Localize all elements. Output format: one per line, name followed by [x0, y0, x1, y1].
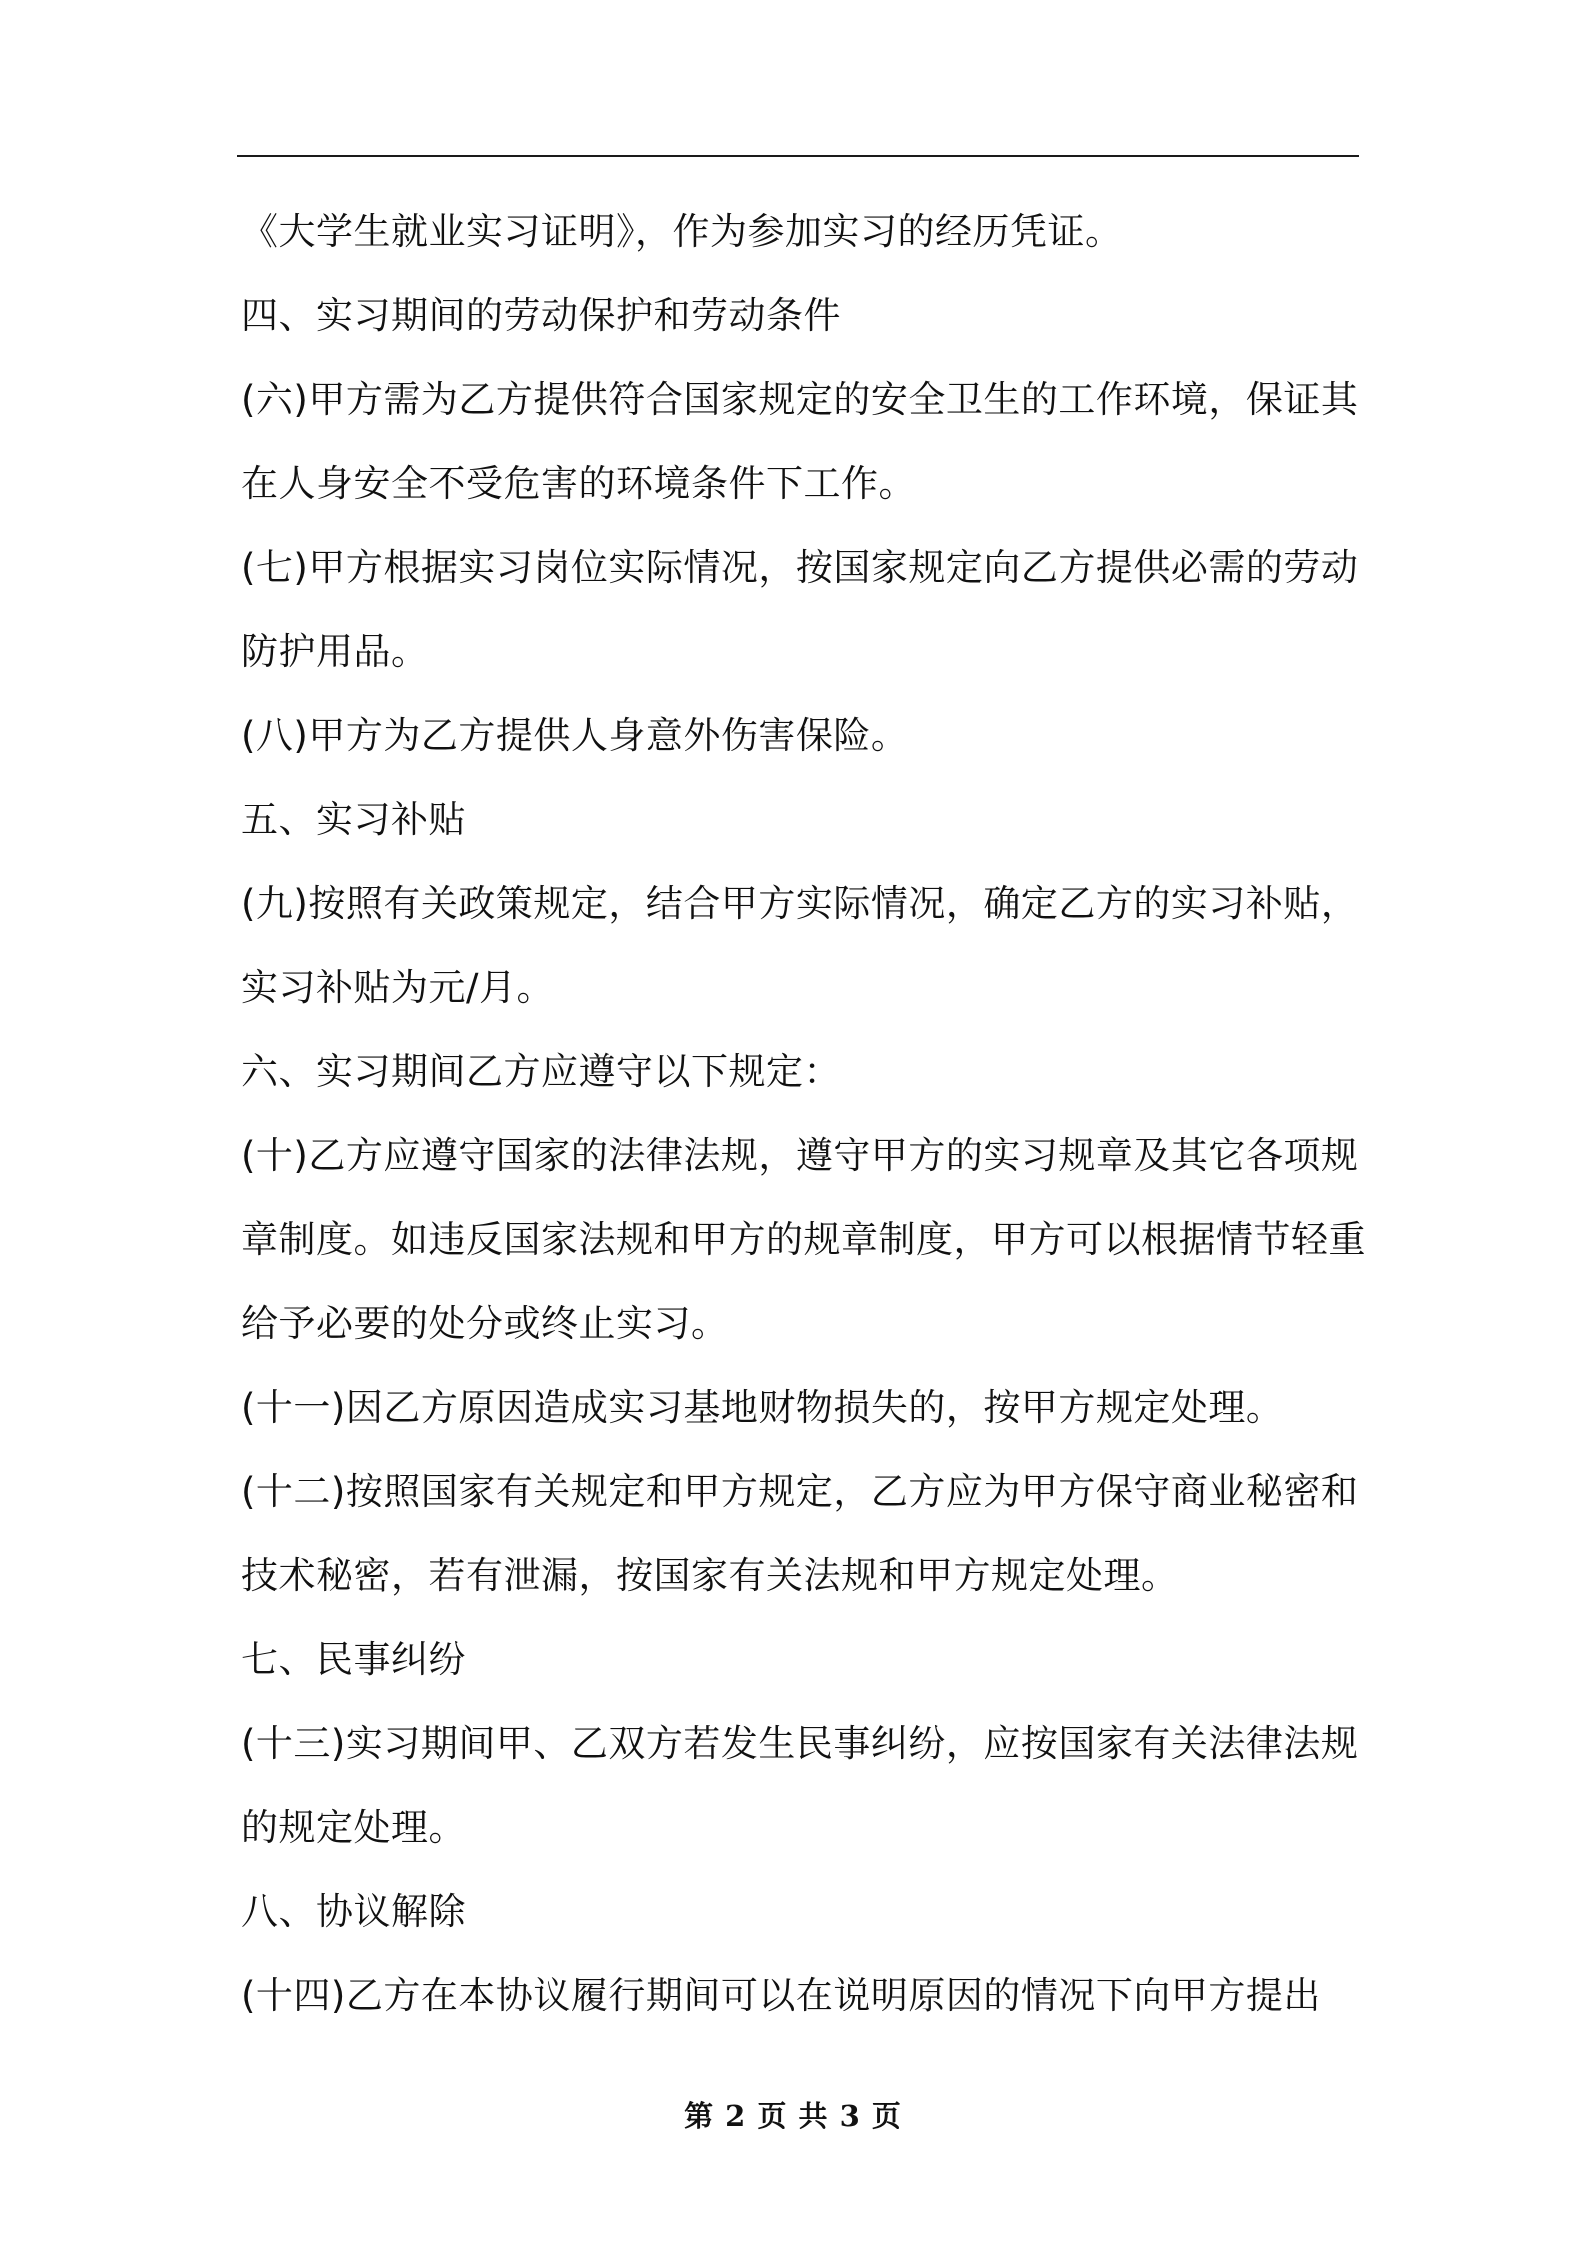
section-heading: 六、实习期间乙方应遵守以下规定：: [241, 1050, 841, 1093]
text-line: (十)乙方应遵守国家的法律法规，遵守甲方的实习规章及其它各项规: [241, 1134, 1359, 1177]
text-line: (十一)因乙方原因造成实习基地财物损失的，按甲方规定处理。: [241, 1386, 1284, 1429]
text-line: 的规定处理。: [241, 1806, 466, 1849]
section-heading: 七、民事纠纷: [241, 1638, 466, 1681]
text-line: (十四)乙方在本协议履行期间可以在说明原因的情况下向甲方提出: [241, 1974, 1321, 2017]
text-line: 技术秘密，若有泄漏，按国家有关法规和甲方规定处理。: [241, 1554, 1179, 1597]
text-line: (六)甲方需为乙方提供符合国家规定的安全卫生的工作环境，保证其: [241, 378, 1359, 421]
text-line: (十三)实习期间甲、乙双方若发生民事纠纷，应按国家有关法律法规: [241, 1722, 1359, 1765]
text-line: (十二)按照国家有关规定和甲方规定，乙方应为甲方保守商业秘密和: [241, 1470, 1359, 1513]
document-body: [241, 190, 1366, 2038]
section-heading: 八、协议解除: [241, 1890, 466, 1933]
text-line: 章制度。如违反国家法规和甲方的规章制度，甲方可以根据情节轻重: [241, 1218, 1366, 1261]
text-line: 实习补贴为元/月。: [241, 966, 554, 1009]
text-line: 《大学生就业实习证明》，作为参加实习的经历凭证。: [241, 210, 1123, 253]
header-rule: [237, 155, 1359, 157]
text-line: 防护用品。: [241, 630, 429, 673]
text-line: 给予必要的处分或终止实习。: [241, 1302, 729, 1345]
text-line: 在人身安全不受危害的环境条件下工作。: [241, 462, 916, 505]
page-footer: 第 2 页 共 3 页: [684, 2099, 902, 2133]
section-heading: 五、实习补贴: [241, 798, 466, 841]
text-line: (九)按照有关政策规定，结合甲方实际情况，确定乙方的实习补贴，: [241, 882, 1359, 925]
section-heading: 四、实习期间的劳动保护和劳动条件: [241, 294, 841, 337]
text-line: (七)甲方根据实习岗位实际情况，按国家规定向乙方提供必需的劳动: [241, 546, 1359, 589]
text-line: (八)甲方为乙方提供人身意外伤害保险。: [241, 714, 909, 757]
